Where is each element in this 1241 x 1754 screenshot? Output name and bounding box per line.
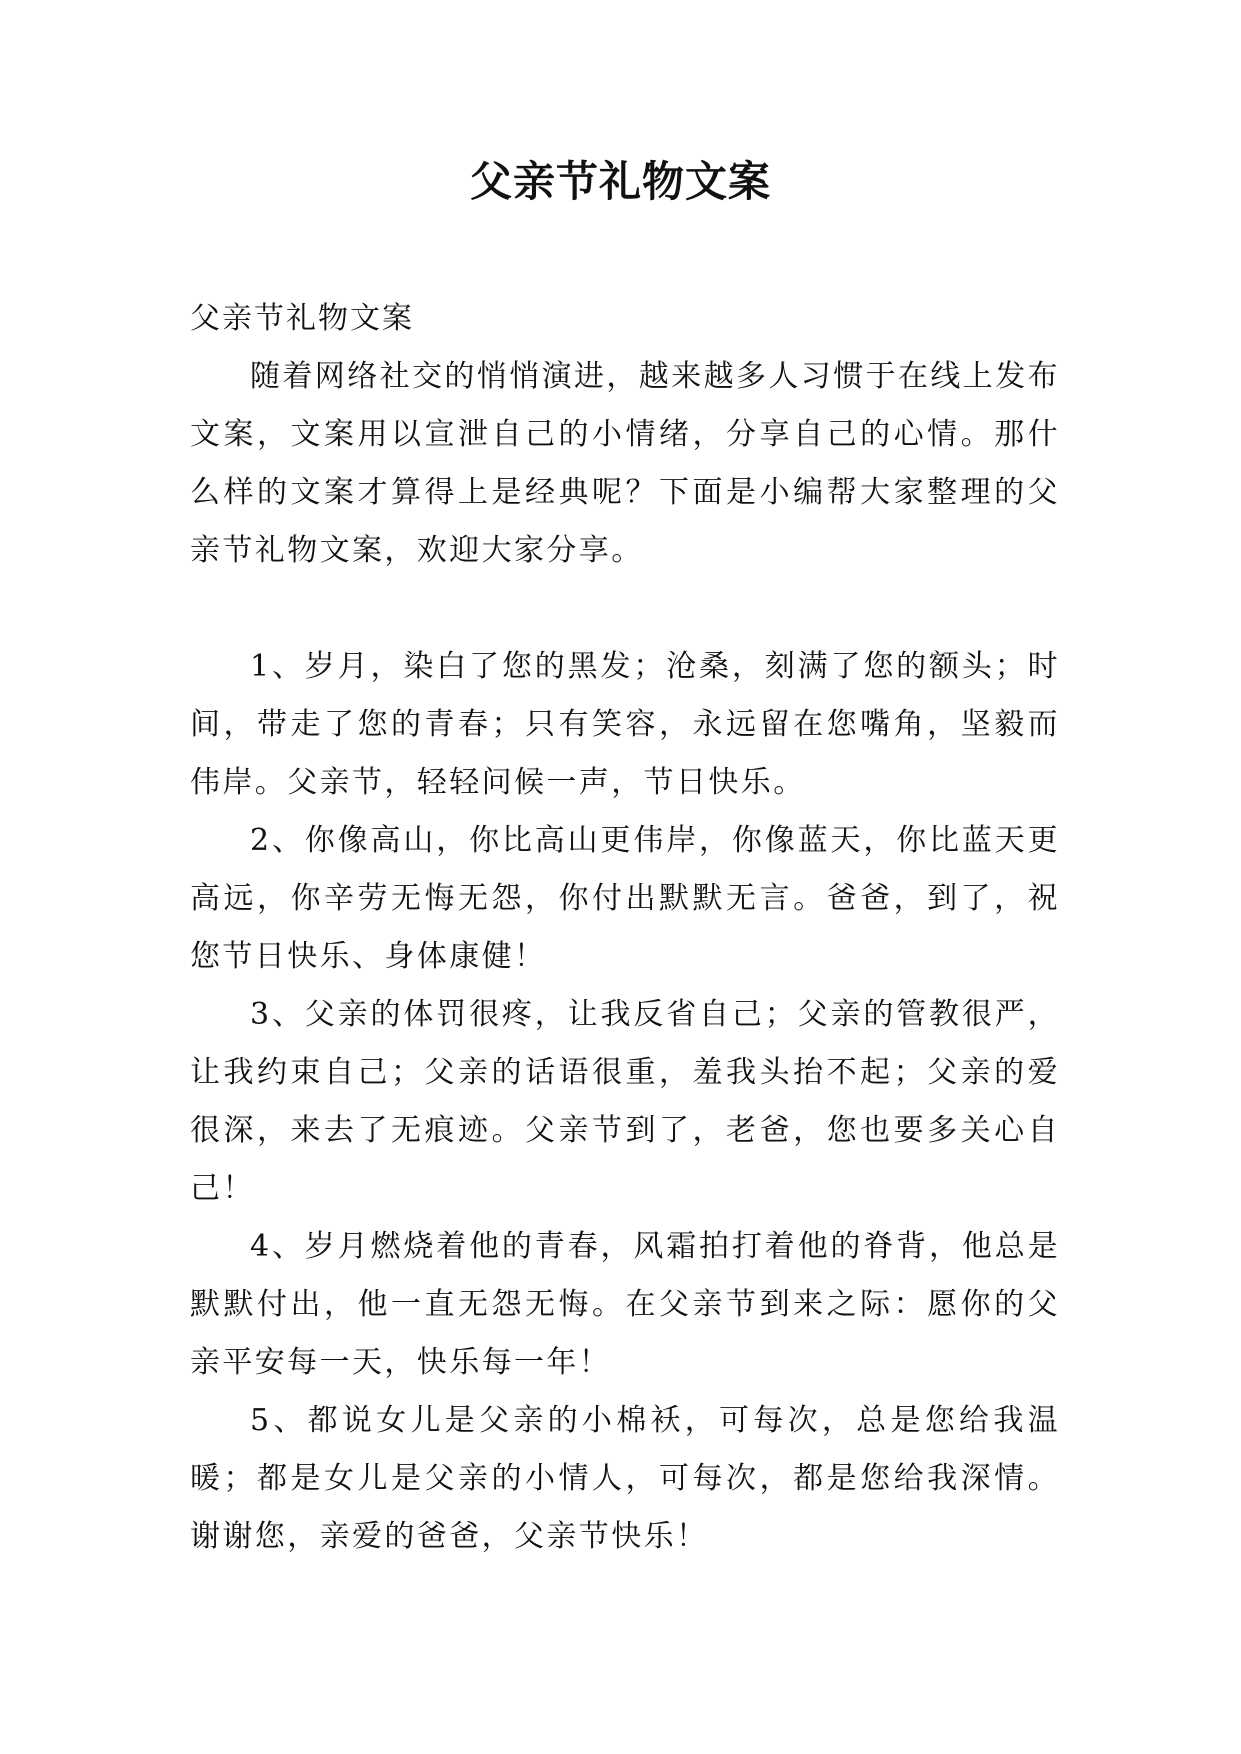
document-body — [190, 290, 1060, 1566]
list-item: 4、岁月燃烧着他的青春，风霜拍打着他的脊背，他总是默默付出，他一直无怨无悔。在父亲节到来之际：愿你的父亲平安每一天，快乐每一年！ — [190, 1229, 1060, 1380]
list-item: 3、父亲的体罚很疼，让我反省自己；父亲的管教很严，让我约束自己；父亲的话语很重，羞我头抬不起；父亲的爱很深，来去了无痕迹。父亲节到了，老爸，您也要多关心自己！ — [190, 997, 1060, 1206]
document-subtitle: 父亲节礼物文案 — [190, 301, 414, 336]
list-item: 1、岁月，染白了您的黑发；沧桑，刻满了您的额头；时间，带走了您的青春；只有笑容，永远留在您嘴角，坚毅而伟岸。父亲节，轻轻问候一声，节日快乐。 — [190, 649, 1060, 800]
paragraph-spacer — [190, 580, 1060, 638]
document-title: 父亲节礼物文案 — [469, 157, 771, 206]
list-item: 2、你像高山，你比高山更伟岸，你像蓝天，你比蓝天更高远，你辛劳无悔无怨，你付出默默无言。爸爸，到了，祝您节日快乐、身体康健！ — [190, 823, 1060, 974]
list-item: 5、都说女儿是父亲的小棉袄，可每次，总是您给我温暖；都是女儿是父亲的小情人，可每次，都是您给我深情。谢谢您，亲爱的爸爸，父亲节快乐！ — [190, 1403, 1060, 1554]
intro-paragraph: 随着网络社交的悄悄演进，越来越多人习惯于在线上发布文案，文案用以宣泄自己的小情绪，分享自己的心情。那什么样的文案才算得上是经典呢？下面是小编帮大家整理的父亲节礼物文案，欢迎大家分享。 — [190, 359, 1060, 568]
